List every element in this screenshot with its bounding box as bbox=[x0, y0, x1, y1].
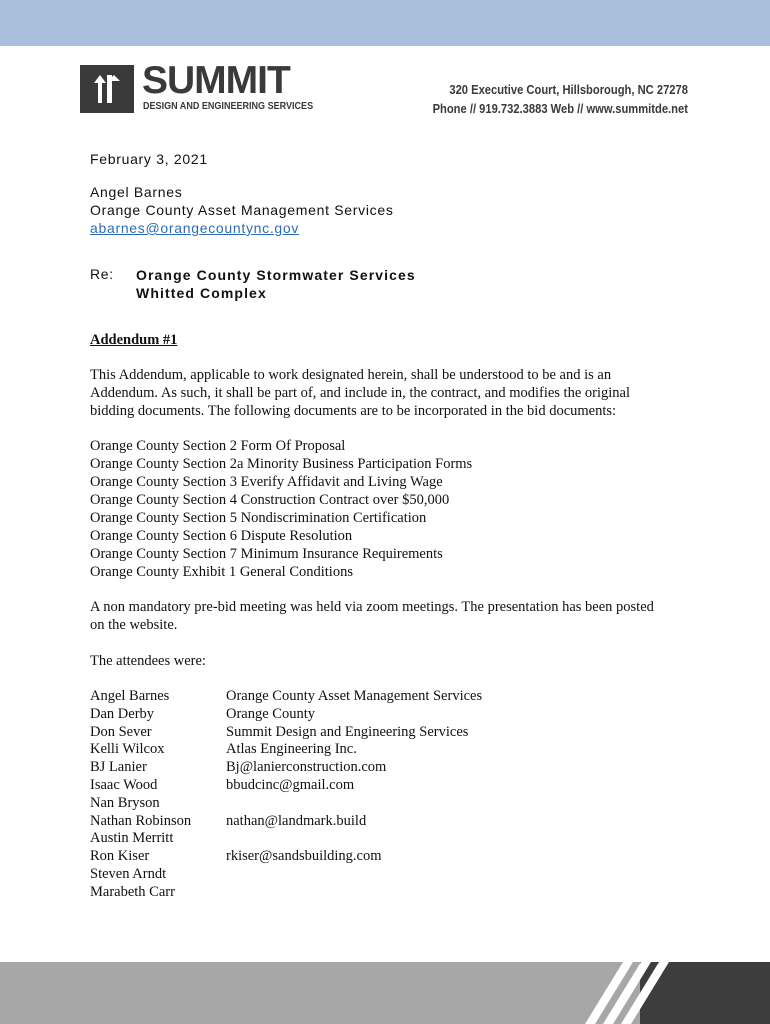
intro-line: This Addendum, applicable to work designated herein, shall be understood to be and is an bbox=[90, 367, 612, 383]
attendee-org: Orange County bbox=[226, 705, 315, 722]
letter-date: February 3, 2021 bbox=[90, 151, 208, 167]
meeting-paragraph bbox=[90, 598, 654, 634]
attendee-org: nathan@landmark.build bbox=[226, 812, 367, 829]
recipient-email-link[interactable]: abarnes@orangecountync.gov bbox=[90, 220, 300, 236]
attendee-org: Bj@lanierconstruction.com bbox=[226, 759, 387, 776]
intro-line: bidding documents. The following documents are to be incorporated in the bid documents: bbox=[90, 403, 617, 419]
attendee-name: Ron Kiser bbox=[90, 848, 150, 865]
document-item: Orange County Section 5 Nondiscrimination Certification bbox=[90, 510, 427, 526]
letter-date-block bbox=[90, 150, 208, 168]
re-subject-line-2: Whitted Complex bbox=[136, 285, 267, 301]
summit-arrow-icon bbox=[80, 65, 134, 113]
logo-subtitle: DESIGN AND ENGINEERING SERVICES bbox=[143, 100, 314, 112]
attendees-intro-block bbox=[90, 652, 206, 670]
addendum-heading: Addendum #1 bbox=[90, 332, 178, 348]
attendee-name: Angel Barnes bbox=[90, 688, 170, 704]
header-color-band bbox=[0, 0, 770, 46]
attendees-intro: The attendees were: bbox=[90, 653, 206, 669]
document-item: Orange County Section 2a Minority Business Participation Forms bbox=[90, 456, 473, 472]
recipient-block bbox=[90, 183, 394, 237]
meeting-line: A non mandatory pre-bid meeting was held via zoom meetings. The presentation has been posted bbox=[90, 599, 654, 615]
re-subject bbox=[136, 266, 416, 302]
recipient-org: Orange County Asset Management Services bbox=[90, 202, 394, 218]
document-item: Orange County Section 7 Minimum Insurance Requirements bbox=[90, 546, 443, 562]
re-label: Re: bbox=[90, 266, 114, 282]
meeting-line: on the website. bbox=[90, 617, 178, 633]
attendee-org: Summit Design and Engineering Services bbox=[226, 723, 469, 740]
letterhead-address: 320 Executive Court, Hillsborough, NC 27278 bbox=[449, 82, 688, 97]
attendee-name: Isaac Wood bbox=[90, 776, 158, 793]
attendee-name: BJ Lanier bbox=[90, 759, 147, 776]
attendee-name: Kelli Wilcox bbox=[90, 741, 165, 758]
logo-wordmark: SUMMIT bbox=[142, 59, 290, 102]
summit-logo bbox=[80, 59, 314, 115]
attendee-name: Dan Derby bbox=[90, 705, 155, 722]
intro-line: Addendum. As such, it shall be part of, and include in, the contract, and modifies the original bbox=[90, 385, 630, 401]
document-list bbox=[90, 437, 472, 581]
letterhead-phone-web: Phone // 919.732.3883 Web // www.summitde.net bbox=[432, 101, 688, 116]
attendee-name: Marabeth Carr bbox=[90, 883, 175, 900]
attendee-org: rkiser@sandsbuilding.com bbox=[226, 848, 382, 865]
document-item: Orange County Section 6 Dispute Resolution bbox=[90, 528, 353, 544]
attendee-name: Steven Arndt bbox=[90, 865, 167, 882]
attendee-name: Austin Merritt bbox=[90, 830, 174, 847]
attendee-name: Nan Bryson bbox=[90, 794, 160, 811]
intro-paragraph bbox=[90, 366, 630, 420]
recipient-name: Angel Barnes bbox=[90, 184, 183, 200]
letterhead-contact bbox=[391, 80, 688, 118]
document-item: Orange County Section 4 Construction Contract over $50,000 bbox=[90, 492, 450, 508]
attendee-org: Atlas Engineering Inc. bbox=[226, 741, 357, 758]
document-item: Orange County Exhibit 1 General Conditions bbox=[90, 564, 353, 580]
attendee-name: Don Sever bbox=[90, 723, 152, 740]
attendee-org: Orange County Asset Management Services bbox=[226, 688, 483, 704]
attendee-name: Nathan Robinson bbox=[90, 812, 192, 829]
footer-stripes-decoration bbox=[545, 962, 770, 1024]
attendee-org: bbudcinc@gmail.com bbox=[226, 776, 355, 793]
re-subject-line-1: Orange County Stormwater Services bbox=[136, 267, 416, 283]
document-item: Orange County Section 3 Everify Affidavit and Living Wage bbox=[90, 474, 443, 490]
document-item: Orange County Section 2 Form Of Proposal bbox=[90, 438, 346, 454]
